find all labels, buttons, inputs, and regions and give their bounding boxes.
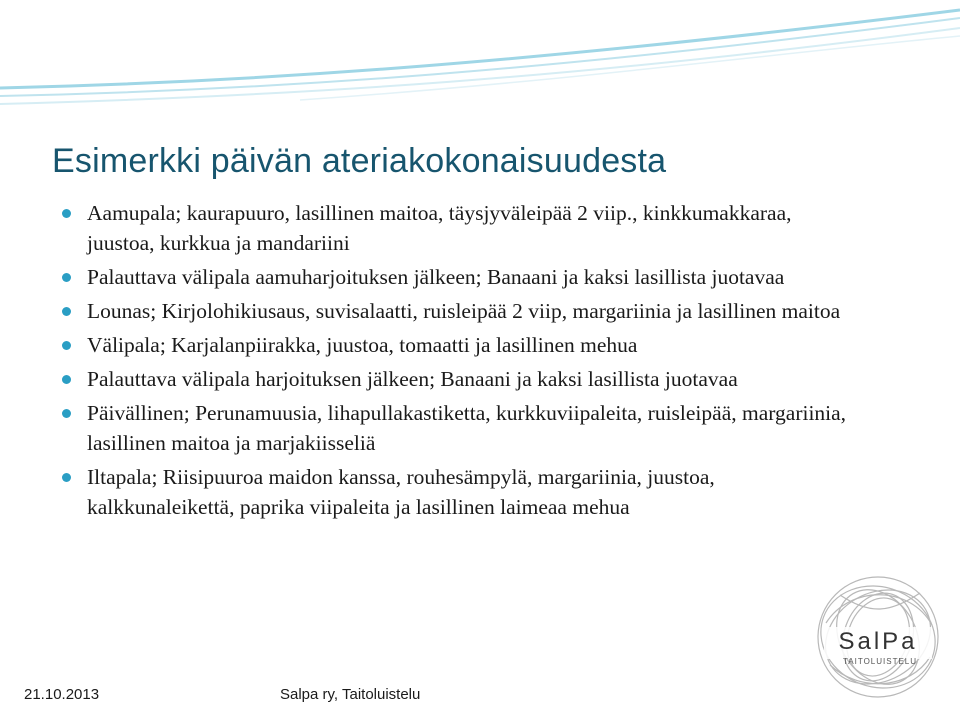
bullet-icon — [62, 341, 71, 350]
logo-main-text: SalPa — [838, 628, 918, 655]
list-item — [62, 462, 852, 522]
list-item — [62, 398, 852, 458]
list-item-text: Aamupala; kaurapuuro, lasillinen maitoa, täysjyväleipää 2 viip., kinkkumakkaraa, juustoa, kurkkua ja mandariini — [87, 201, 792, 255]
list-item-text: Lounas; Kirjolohikiusaus, suvisalaatti, ruisleipää 2 viip, margariinia ja lasillinen maitoa — [87, 299, 841, 323]
list-item — [62, 364, 852, 394]
bullet-icon — [62, 409, 71, 418]
footer-date: 21.10.2013 — [24, 686, 100, 703]
list-item-text: Päivällinen; Perunamuusia, lihapullakastiketta, kurkkuviipaleita, ruisleipää, margariinia, lasillinen maitoa ja marjakiisseliä — [87, 401, 847, 455]
bullet-icon — [62, 375, 71, 384]
list-item-text: Palauttava välipala aamuharjoituksen jälkeen; Banaani ja kaksi lasillista juotavaa — [87, 265, 785, 289]
bullet-icon — [62, 209, 71, 218]
logo-sub-text: TAITOLUISTELU — [842, 657, 918, 666]
footer-organization: Salpa ry, Taitoluistelu — [280, 686, 421, 703]
list-item-text: Iltapala; Riisipuuroa maidon kanssa, rouhesämpylä, margariinia, juustoa, kalkkunaleikettä, paprika viipaleita ja lasillinen laimeaa mehua — [87, 465, 715, 519]
bullet-icon — [62, 307, 71, 316]
list-item-text: Palauttava välipala harjoituksen jälkeen; Banaani ja kaksi lasillista juotavaa — [87, 367, 738, 391]
list-item — [62, 198, 852, 258]
header-decoration — [0, 0, 960, 110]
bullet-icon — [62, 473, 71, 482]
slide-title: Esimerkki päivän ateriakokonaisuudesta — [52, 142, 667, 180]
list-item-text: Välipala; Karjalanpiirakka, juustoa, tomaatti ja lasillinen mehua — [87, 333, 638, 357]
list-item — [62, 296, 852, 326]
list-item — [62, 262, 852, 292]
meal-list — [62, 198, 852, 526]
list-item — [62, 330, 852, 360]
bullet-icon — [62, 273, 71, 282]
salpa-logo — [790, 565, 960, 720]
